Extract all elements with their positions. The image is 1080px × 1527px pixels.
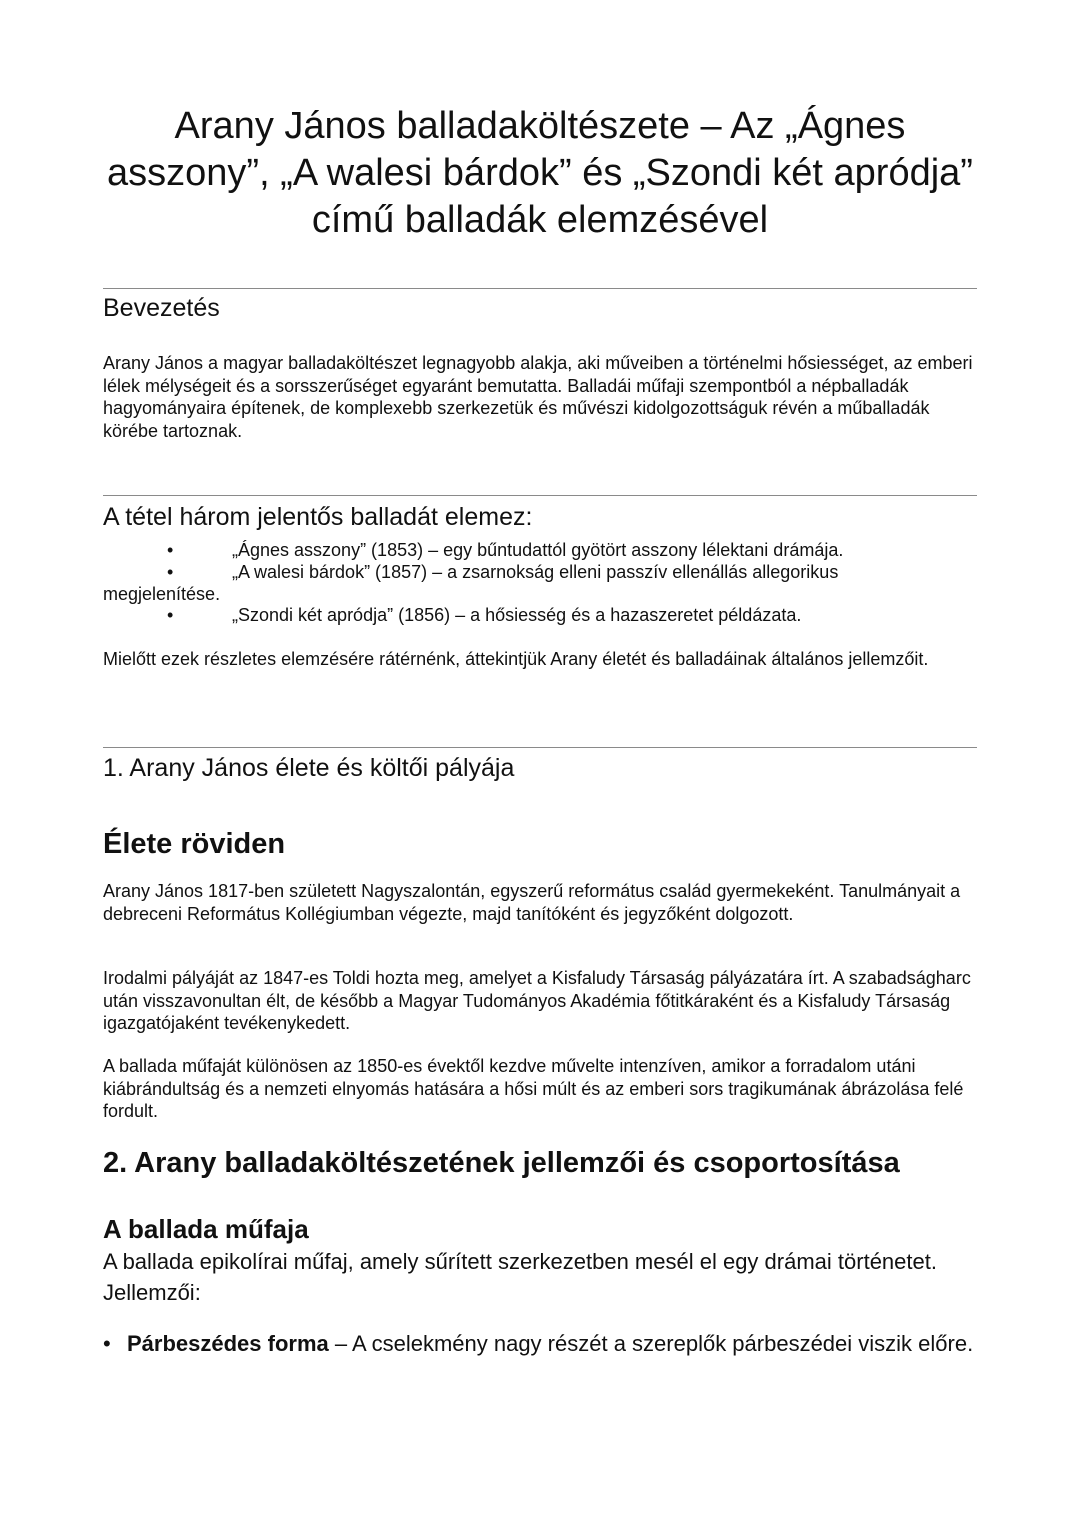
bio-paragraph: A ballada műfaját különösen az 1850-es évektől kezdve művelte intenzíven, amikor a forradalom utáni kiábrándultság és a nemzeti elnyomás hatására a hősi múlt és az emberi sors tragikumának ábrázolása felé fordult. xyxy=(103,1056,964,1121)
divider xyxy=(103,495,977,496)
ballad-list-item-continuation: megjelenítése. xyxy=(103,584,221,604)
section2-heading: 2. Arany balladaköltészetének jellemzői és csoportosítása xyxy=(103,1147,900,1179)
feature-description: – A cselekmény nagy részét a szereplők párbeszédei viszik előre. xyxy=(328,1331,974,1356)
ballad-list-item-text: „A walesi bárdok” (1857) – a zsarnokság elleni passzív ellenállás allegorikus xyxy=(232,562,839,582)
section2-subheading: A ballada műfaja xyxy=(103,1214,309,1244)
bio-paragraph: Irodalmi pályáját az 1847-es Toldi hozta meg, amelyet a Kisfaludy Társaság pályázatára írt. A szabadságharc után visszavonultan élt, de később a Magyar Tudományos Akadémia főtitkáraként és a Kisfaludy Társaság igazgatójaként tevékenykedett. xyxy=(103,968,971,1033)
ballad-list-item-text: „Szondi két apródja” (1856) – a hősiesség és a hazaszeretet példázata. xyxy=(232,605,802,625)
ballad-list-item-text: „Ágnes asszony” (1853) – egy bűntudattól gyötört asszony lélektani drámája. xyxy=(232,540,844,560)
section1-subheading: Élete röviden xyxy=(103,828,286,860)
bullet-icon: • xyxy=(103,1331,111,1356)
genre-paragraph: A ballada epikolírai műfaj, amely sűrített szerkezetben mesél el egy drámai történetet. Jellemzői: xyxy=(103,1249,937,1305)
divider xyxy=(103,288,977,289)
bio-paragraph: Arany János 1817-ben született Nagyszalontán, egyszerű református család gyermekeként. Tanulmányait a debreceni Református Kollégiumban végezte, majd tanítóként és jegyzőként dolgozott. xyxy=(103,881,961,924)
divider xyxy=(103,747,977,748)
bullet-icon: • xyxy=(167,605,174,625)
overview-closing: Mielőtt ezek részletes elemzésére rátérnénk, áttekintjük Arany életét és balladáinak általános jellemzőit. xyxy=(103,649,929,669)
bullet-icon: • xyxy=(167,540,174,560)
section1-heading: 1. Arany János élete és költői pályája xyxy=(103,754,515,782)
document-title: Arany János balladaköltészete – Az „Ágnes asszony”, „A walesi bárdok” és „Szondi két apródja” című balladák elemzésével xyxy=(107,105,973,241)
intro-paragraph: Arany János a magyar balladaköltészet legnagyobb alakja, aki műveiben a történelmi hősiességet, az emberi lélek mélységeit és a sorsszerűséget egyaránt bemutatta. Balladái műfaji szempontból a népballadák hagyományaira építenek, de komplexebb szerkezetük és művészi kidolgozottságuk révén a műballadák körébe tartoznak. xyxy=(103,353,973,441)
bullet-icon: • xyxy=(167,562,174,582)
overview-heading: A tétel három jelentős balladát elemez: xyxy=(103,503,533,531)
feature-text xyxy=(127,1328,977,1359)
feature-term: Párbeszédes forma xyxy=(127,1331,329,1356)
intro-heading: Bevezetés xyxy=(103,294,220,322)
